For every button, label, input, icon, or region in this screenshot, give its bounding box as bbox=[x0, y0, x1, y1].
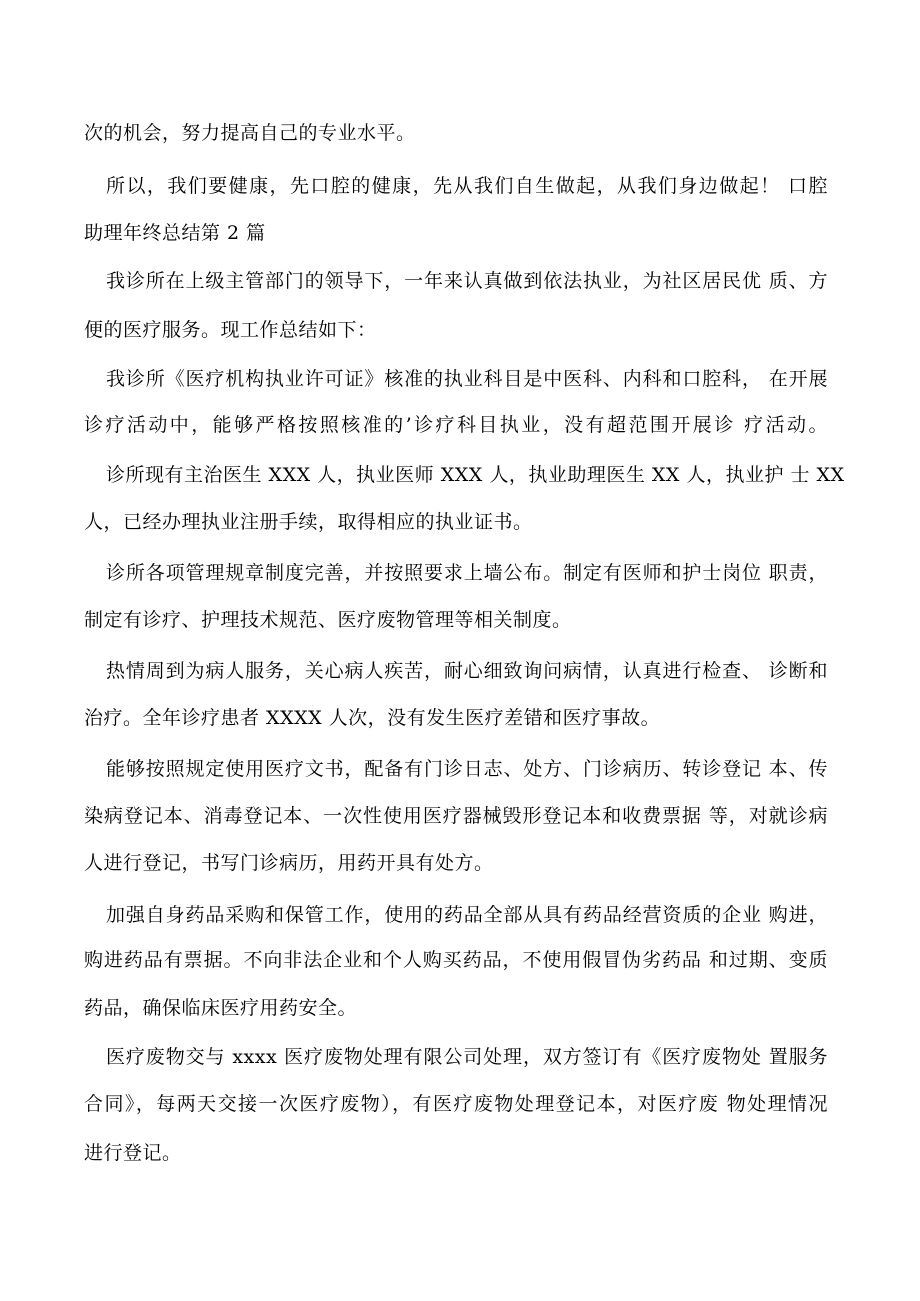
text-line: 染病登记本、消毒登记本、一次性使用医疗器械毁形登记本和收费票据 等，对就诊病 bbox=[84, 805, 828, 827]
text-line: 进行登记。 bbox=[84, 1142, 182, 1164]
text-line: 人进行登记，书写门诊病历，用药开具有处方。 bbox=[84, 852, 494, 874]
text-line: 诊疗活动中，能够严格按照核准的’诊疗科目执业，没有超范围开展诊 疗活动。 bbox=[84, 414, 828, 436]
text-line: 次的机会，努力提高自己的专业水平。 bbox=[84, 122, 416, 144]
text-line: 人，已经办理执业注册手续，取得相应的执业证书。 bbox=[84, 511, 533, 533]
text-line: 购进药品有票据。不向非法企业和个人购买药品，不使用假冒伪劣药品 和过期、变质 bbox=[84, 949, 828, 971]
text-line: 所以，我们要健康，先口腔的健康，先从我们自生做起，从我们身边做起！ 口腔 bbox=[106, 175, 828, 197]
text-line: 助理年终总结第 2 篇 bbox=[84, 222, 266, 244]
text-line: 诊所各项管理规章制度完善，并按照要求上墙公布。制定有医师和护士岗位 职责， bbox=[106, 562, 828, 584]
text-line: 我诊所在上级主管部门的领导下，一年来认真做到依法执业，为社区居民优 质、方 bbox=[106, 270, 828, 292]
text-line: 便的医疗服务。现工作总结如下： bbox=[84, 319, 377, 341]
text-line: 加强自身药品采购和保管工作，使用的药品全部从具有药品经营资质的企业 购进， bbox=[106, 904, 828, 926]
text-line: 热情周到为病人服务，关心病人疾苦，耐心细致询问病情，认真进行检查、 诊断和 bbox=[106, 660, 828, 682]
text-line: 药品，确保临床医疗用药安全。 bbox=[84, 997, 358, 1019]
text-line: 制定有诊疗、护理技术规范、医疗废物管理等相关制度。 bbox=[84, 609, 572, 631]
text-line: 能够按照规定使用医疗文书，配备有门诊日志、处方、门诊病历、转诊登记 本、传 bbox=[106, 758, 828, 780]
text-line: 我诊所《医疗机构执业许可证》核准的执业科目是中医科、内科和口腔科， 在开展 bbox=[106, 368, 828, 390]
text-line: 医疗废物交与 xxxx 医疗废物处理有限公司处理，双方签订有《医疗废物处 置服务 bbox=[106, 1046, 828, 1068]
text-line: 合同》，每两天交接一次医疗废物），有医疗废物处理登记本，对医疗废 物处理情况 bbox=[84, 1093, 828, 1115]
text-line: 治疗。全年诊疗患者 XXXX 人次，没有发生医疗差错和医疗事故。 bbox=[84, 707, 661, 729]
text-line: 诊所现有主治医生 XXX 人，执业医师 XXX 人，执业助理医生 XX 人，执业护 士 XX bbox=[106, 464, 845, 486]
